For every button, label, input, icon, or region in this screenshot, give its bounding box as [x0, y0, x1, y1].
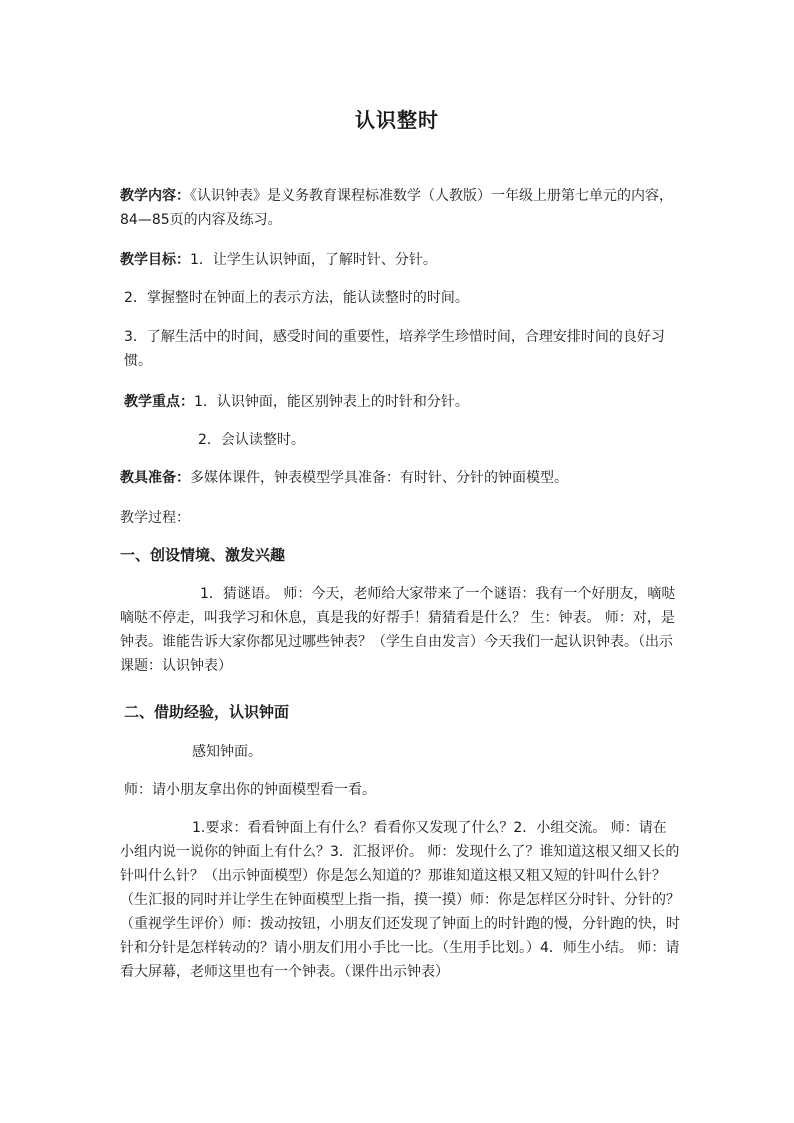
section2-subheading: 感知钟面。: [192, 744, 262, 760]
goals-label: 教学目标：: [120, 252, 190, 268]
content-label: 教学内容：: [120, 188, 190, 204]
keypoints-paragraph: [124, 390, 684, 414]
keypoints-label: 教学重点：: [124, 394, 194, 410]
keypoint-item: 1．认识钟面，能区别钟表上的时针和分针。: [194, 394, 469, 410]
content-text: 《认识钟表》是义务教育课程标准数学（人教版）一年级上册第七单元的内容，84—85页的内容及练习。: [120, 188, 673, 228]
goal-item: 2．掌握整时在钟面上的表示方法，能认读整时的时间。: [124, 290, 469, 306]
section1-heading: 一、创设情境、激发兴趣: [120, 546, 286, 564]
goal-item: 1．让学生认识钟面，了解时针、分针。: [190, 252, 437, 268]
tools-paragraph: [120, 466, 680, 490]
tools-label: 教具准备：: [120, 470, 190, 486]
section2-paragraph: 1.要求：看看钟面上有什么？看看你又发现了什么？2．小组交流。 师：请在小组内说一说你的钟面上有什么？3．汇报评价。 师：发现什么了？谁知道这根又细又长的针叫什么针？（出示钟面模型）你是怎么知道的？那谁知道这根又粗又短的针叫什么针？（生汇报的同时并让学生在钟面模型上指一指，摸一摸）师：你是怎样区分时针、分针的？（重视学生评价）师：拨动按钮，小朋友们还发现了钟面上的时针跑的慢，分针跑的快，时针和分针是怎样转动的？请小朋友们用小手比一比。（生用手比划。）4．师生小结。 师：请看大屏幕，老师这里也有一个钟表。（课件出示钟表）: [120, 820, 680, 980]
goals-paragraph: [120, 248, 680, 272]
keypoint-item: 2．会认读整时。: [198, 432, 305, 448]
tools-text: 多媒体课件，钟表模型学具准备：有时针、分针的钟面模型。: [190, 470, 568, 486]
process-label: 教学过程：: [120, 510, 190, 526]
page-title: 认识整时: [355, 108, 439, 132]
section2-line: 师：请小朋友拿出你的钟面模型看一看。: [124, 782, 376, 798]
section1-paragraph: 1．猜谜语。 师：今天，老师给大家带来了一个谜语：我有一个好朋友，嘀哒嘀哒不停走，叫我学习和休息，真是我的好帮手！猜猜看是什么？ 生：钟表。 师：对，是钟表。谁能告诉大家你都见过哪些钟表？（学生自由发言）今天我们一起认识钟表。（出示课题：认识钟表）: [120, 586, 676, 674]
content-paragraph: [120, 184, 680, 232]
section2-heading: 二、借助经验，认识钟面: [124, 703, 290, 721]
goal-item: 3．了解生活中的时间，感受时间的重要性，培养学生珍惜时间，合理安排时间的良好习惯。: [124, 329, 665, 369]
